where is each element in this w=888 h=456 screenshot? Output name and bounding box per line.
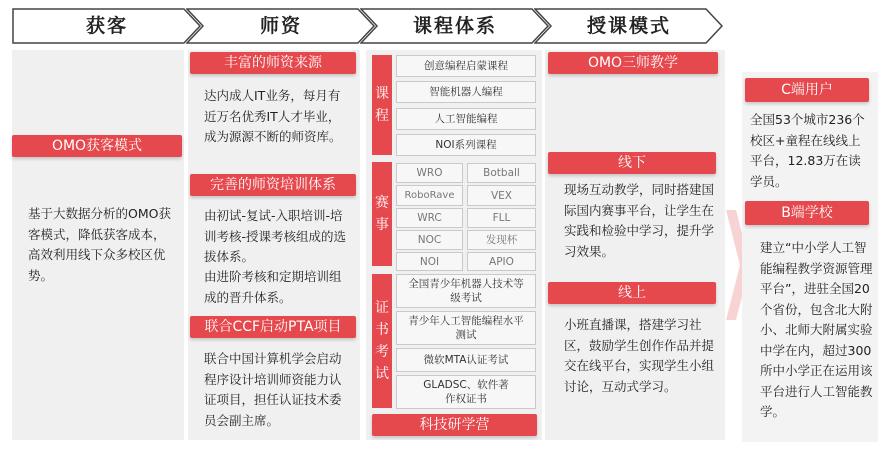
- b-schools-text: 建立“中小学人工智能编程教学资源管理平台”，进驻全国20个省份，包含北大附小、北师大附属实验中学在内，超过300所中小学正在运用该平台进行人工智能教学。: [760, 240, 873, 419]
- omo-acquisition-title: OMO获客模式: [12, 135, 182, 157]
- ccf-pta-text: 联合中国计算机学会启动程序设计培训师资能力认证项目，担任认证技术委员会副主席。: [204, 351, 342, 428]
- cert-label-char: 试: [375, 366, 389, 382]
- teacher-source-text: 达内成人IT业务，每月有近万名优秀IT人才毕业，成为源源不断的师资库。: [204, 88, 342, 144]
- c-users-text: 全国53个城市236个校区+童程在线线上平台，12.83万在读学员。: [750, 112, 865, 189]
- header-label: 授课模式: [586, 15, 671, 37]
- cert-label: [372, 274, 392, 408]
- course-item: 智能机器人编程: [396, 81, 536, 103]
- contest-item: NOC: [396, 230, 463, 250]
- header-acquisition: [12, 8, 202, 44]
- contest-label-char: 赛: [375, 195, 389, 211]
- online-title: 线上: [548, 282, 716, 304]
- offline-text: 现场互动教学，同时搭建国际国内赛事平台，让学生在实践和检验中学习，提升学习效果。: [564, 182, 715, 259]
- cert-label-char: 书: [375, 322, 389, 338]
- header-teaching-mode: [534, 8, 724, 44]
- contest-item: 发现杯: [467, 230, 536, 250]
- header-curriculum: [360, 8, 550, 44]
- cert-item: GLADSC、软件著作权证书: [396, 375, 536, 409]
- contest-item: FLL: [467, 208, 536, 228]
- cert-label-char: 考: [375, 344, 389, 360]
- contest-item: RoboRave: [396, 185, 463, 206]
- course-item: 创意编程启蒙课程: [396, 55, 536, 77]
- course-item: NOI系列课程: [396, 134, 536, 156]
- teacher-source-title: 丰富的师资来源: [190, 52, 356, 74]
- contest-label-char: 事: [375, 217, 389, 233]
- teacher-training-text-b: 由进阶考核和定期培训组成的晋升体系。: [204, 269, 342, 305]
- contest-item: NOI: [396, 252, 463, 271]
- course-label: [372, 55, 392, 155]
- science-camp-bar: 科技研学营: [372, 414, 537, 436]
- contest-item: WRC: [396, 208, 463, 228]
- contest-label: [372, 162, 392, 266]
- course-label-char: 程: [375, 108, 389, 124]
- course-label-char: 课: [375, 86, 389, 102]
- contest-item: WRO: [396, 163, 463, 183]
- cert-item: 青少年人工智能编程水平测试: [396, 311, 536, 345]
- header-label: 获客: [85, 15, 128, 37]
- header-teachers: [186, 8, 376, 44]
- contest-item: APIO: [467, 252, 536, 271]
- offline-title: 线下: [548, 152, 716, 174]
- teacher-training-title: 完善的师资培训体系: [190, 174, 356, 196]
- omo-three-teacher-title: OMO三师教学: [548, 52, 718, 74]
- cert-label-char: 证: [375, 300, 389, 316]
- online-text: 小班直播课，搭建学习社区，鼓励学生创作作品并提交在线平台，实现学生小组讨论，互动式学习。: [564, 317, 715, 394]
- ccf-pta-title: 联合CCF启动PTA项目: [190, 316, 356, 338]
- header-label: 师资: [259, 15, 302, 37]
- contest-item: VEX: [467, 185, 536, 206]
- teacher-training-text-a: 由初试-复试-入职培训-培训考核-授课考核组成的选拔体系。: [204, 208, 347, 264]
- cert-item: 微软MTA认证考试: [396, 348, 536, 372]
- course-item: 人工智能编程: [396, 108, 536, 130]
- b-schools-title: B端学校: [745, 201, 869, 225]
- acquisition-description: 基于大数据分析的OMO获客模式，降低获客成本，高效利用线下众多校区优势。: [28, 206, 171, 283]
- cert-item: 全国青少年机器人技术等级考试: [396, 274, 536, 308]
- c-users-title: C端用户: [745, 78, 869, 102]
- contest-item: Botball: [467, 163, 536, 183]
- header-label: 课程体系: [412, 15, 497, 37]
